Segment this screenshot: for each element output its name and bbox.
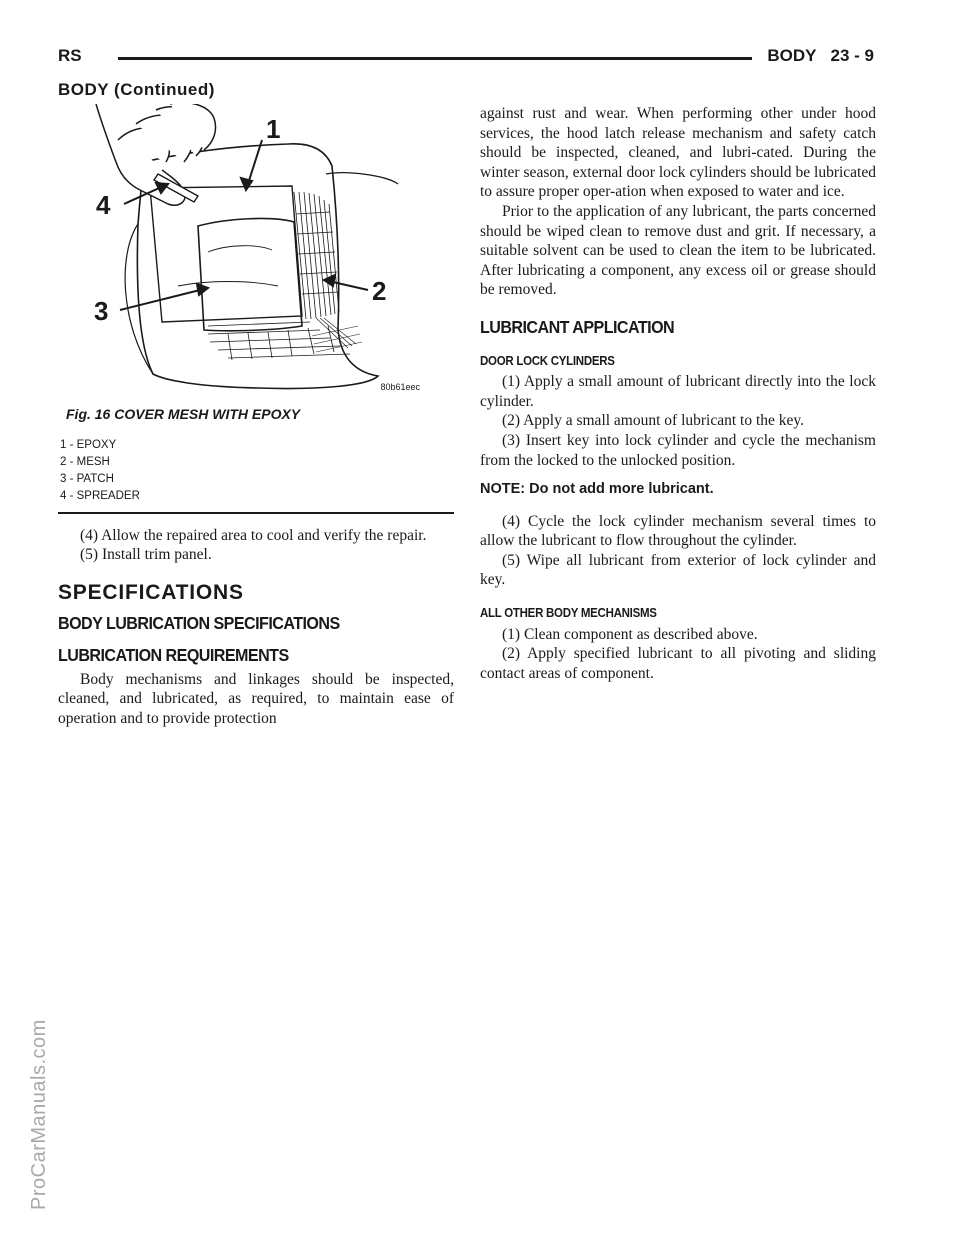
body-paragraph: Body mechanisms and linkages should be inspected, cleaned, and lubricated, as required, to maintain ease of operation and to provide protection: [58, 670, 454, 727]
figure-callout-1: 1: [266, 114, 281, 144]
heading-specifications: SPECIFICATIONS: [58, 580, 244, 604]
header-page-number: 23 - 9: [830, 46, 874, 65]
figure-cover-mesh: [58, 104, 454, 399]
figure-rule: [58, 512, 454, 514]
figure-illustration: [58, 104, 454, 399]
figure-legend: [60, 437, 454, 505]
heading-all-other-body-mechanisms: ALL OTHER BODY MECHANISMS: [480, 606, 657, 621]
step-paragraph: (2) Apply a small amount of lubricant to the key.: [502, 412, 805, 430]
step-paragraph: (4) Allow the repaired area to cool and verify the repair.: [80, 526, 427, 544]
legend-item: 1 - EPOXY: [60, 438, 117, 451]
header-model-code: RS: [58, 46, 82, 65]
heading-door-lock-cylinders: DOOR LOCK CYLINDERS: [480, 353, 615, 368]
heading-body-lubrication-specifications: BODY LUBRICATION SPECIFICATIONS: [58, 613, 340, 634]
watermark: ProCarManuals.com: [28, 1019, 50, 1210]
figure-callout-3: 3: [94, 296, 109, 326]
header-section: BODY: [767, 46, 817, 65]
note-text: NOTE: Do not add more lubricant.: [480, 481, 714, 498]
body-paragraph: against rust and wear. When performing other under hood services, the hood latch release mechanism and safety catch should be inspected, cleaned, and lubri-cated. During the winter season, external door lock cylinders should be lubricated to assure proper oper-ation when exposed to water and ice.: [480, 105, 876, 201]
step-paragraph: (1) Clean component as described above.: [502, 625, 758, 643]
continued-heading: BODY (Continued): [58, 80, 215, 99]
legend-item: 2 - MESH: [60, 455, 110, 468]
step-paragraph: (2) Apply specified lubricant to all pivoting and sliding contact areas of component.: [480, 645, 876, 682]
figure-callout-4: 4: [96, 190, 111, 220]
heading-lubricant-application: LUBRICANT APPLICATION: [480, 316, 675, 337]
right-column: [480, 104, 876, 683]
step-paragraph: (4) Cycle the lock cylinder mechanism several times to allow the lubricant to flow throughout the cylinder.: [480, 512, 876, 550]
figure-callout-2: 2: [372, 276, 387, 306]
left-column: [58, 104, 454, 728]
figure-caption: Fig. 16 COVER MESH WITH EPOXY: [66, 406, 301, 422]
figure-code: 80b61eec: [380, 382, 420, 392]
header-section-page: [767, 46, 874, 66]
legend-item: 3 - PATCH: [60, 472, 114, 485]
step-paragraph: (5) Wipe all lubricant from exterior of lock cylinder and key.: [480, 551, 876, 589]
step-paragraph: (1) Apply a small amount of lubricant directly into the lock cylinder.: [480, 373, 876, 410]
step-paragraph: (5) Install trim panel.: [80, 546, 212, 564]
step-paragraph: (3) Insert key into lock cylinder and cycle the mechanism from the locked to the unlocked position.: [480, 431, 876, 469]
body-paragraph: Prior to the application of any lubricant, the parts concerned should be wiped clean to remove dust and grit. If necessary, a suitable solvent can be used to clean the item to be lubricated. After lubricating a component, any excess oil or grease should be removed.: [480, 202, 876, 299]
heading-lubrication-requirements: LUBRICATION REQUIREMENTS: [58, 644, 289, 665]
legend-item: 4 - SPREADER: [60, 489, 140, 502]
header-rule: [118, 57, 752, 60]
